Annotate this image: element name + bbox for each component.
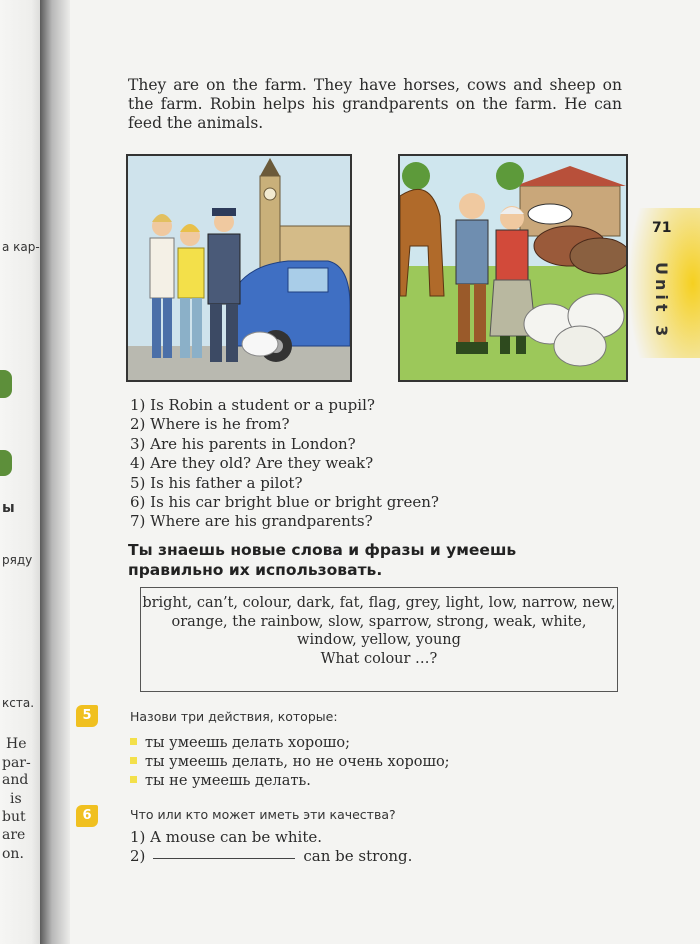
answer-line: 1) A mouse can be white. [130, 828, 323, 846]
london-illustration [126, 154, 352, 382]
bullet-item [130, 735, 350, 751]
exercise-6-task: Что или кто может иметь эти качества? [130, 807, 396, 822]
farm-illustration [398, 154, 628, 382]
question-item: 7) Where are his grandparents? [130, 512, 373, 531]
left-page-text: is [10, 791, 22, 807]
bullet-text: ты не умеешь делать. [145, 773, 311, 789]
left-page-text: are [2, 827, 26, 843]
question-item: 5) Is his father a pilot? [130, 473, 303, 492]
left-page-text: and [2, 772, 29, 788]
vocabulary-phrase: What colour …? [320, 650, 438, 667]
question-item: 4) Are they old? Are they weak? [130, 454, 374, 473]
question-item: 2) Where is he from? [130, 415, 290, 434]
bullet-icon [130, 757, 137, 764]
bullet-text: ты умеешь делать хорошо; [145, 735, 351, 751]
leaf-illustration [0, 450, 12, 476]
bullet-icon [130, 776, 137, 783]
exercise-5-task: Назови три действия, которые: [130, 709, 338, 724]
bullet-icon [130, 738, 137, 745]
leaf-illustration [0, 370, 12, 398]
bullet-text: ты умеешь делать, но не очень хорошо; [145, 754, 450, 770]
left-page-text: ряду [2, 553, 33, 567]
answer-line [130, 847, 412, 865]
left-page-text: on. [2, 846, 24, 862]
left-page-text: ы [2, 500, 15, 516]
left-page-text: кста. [2, 696, 35, 710]
left-page-text: He [6, 736, 27, 752]
answer-number: 2) [130, 847, 146, 865]
exercise-number-badge: 6 [76, 805, 98, 827]
fill-in-blank[interactable] [153, 858, 295, 859]
left-page-text: а кар- [2, 240, 40, 254]
left-page-text: par- [2, 755, 31, 771]
question-item: 1) Is Robin a student or a pupil? [130, 396, 375, 414]
unit-label: Unit 3 [652, 262, 671, 341]
vocabulary-box [140, 587, 618, 692]
question-item: 6) Is his car bright blue or bright green? [130, 493, 439, 512]
answer-tail: can be strong. [303, 847, 413, 865]
question-list [130, 396, 439, 532]
intro-paragraph: They are on the farm. They have horses, cows and sheep on the farm. Robin helps his grandparents on the farm. He can feed the animals. [128, 76, 622, 132]
page-number: 71 [652, 220, 672, 236]
question-item: 3) Are his parents in London? [130, 434, 356, 453]
book-spine [40, 0, 70, 944]
vocabulary-words: bright, can’t, colour, dark, fat, flag, grey, light, low, narrow, new, orange, the rainbow, slow, sparrow, strong, weak, white, window, yellow, young [142, 595, 616, 649]
section-heading: Ты знаешь новые слова и фразы и умеешь правильно их использовать. [128, 541, 517, 579]
left-page-text: but [2, 809, 26, 825]
bullet-item [130, 754, 450, 770]
bullet-item [130, 773, 311, 789]
exercise-number-badge: 5 [76, 705, 98, 727]
